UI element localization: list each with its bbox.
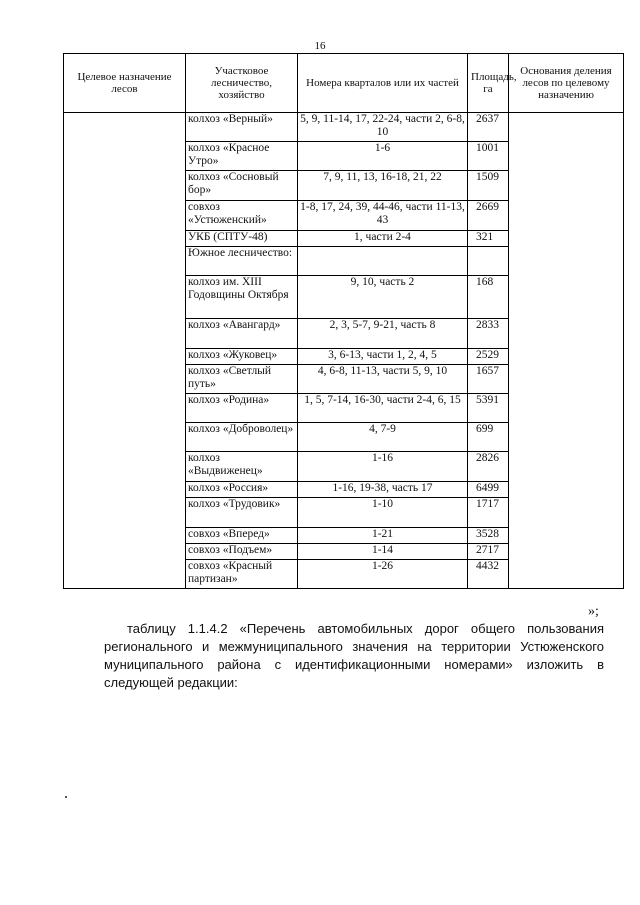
- quarters-cell: 1-26: [298, 560, 468, 589]
- owner-cell: совхоз «Красный партизан»: [186, 560, 298, 589]
- table-body: [64, 113, 624, 589]
- header-quarters: Номера кварталов или их частей: [298, 54, 468, 113]
- owner-cell: колхоз «Доброволец»: [186, 423, 298, 452]
- owner-cell: колхоз «Родина»: [186, 394, 298, 423]
- owner-cell: совхоз «Устюженский»: [186, 201, 298, 231]
- table-row: [64, 113, 624, 142]
- area-cell: 3528: [468, 528, 509, 544]
- quarters-cell: 2, 3, 5-7, 9-21, часть 8: [298, 319, 468, 349]
- quarters-cell: 4, 6-8, 11-13, части 5, 9, 10: [298, 365, 468, 394]
- forest-table: [63, 53, 624, 589]
- owner-cell: УКБ (СПТУ-48): [186, 231, 298, 247]
- quarters-cell: [298, 247, 468, 276]
- area-cell: 2637: [468, 113, 509, 142]
- area-cell: 168: [468, 276, 509, 319]
- quarters-cell: 1-14: [298, 544, 468, 560]
- header-area: Площадь, га: [468, 54, 509, 113]
- quarters-cell: 1-16: [298, 452, 468, 482]
- area-cell: 2833: [468, 319, 509, 349]
- owner-cell: колхоз «Красное Утро»: [186, 142, 298, 171]
- area-cell: [468, 247, 509, 276]
- quarters-cell: 9, 10, часть 2: [298, 276, 468, 319]
- area-cell: 2529: [468, 349, 509, 365]
- quarters-cell: 3, 6-13, части 1, 2, 4, 5: [298, 349, 468, 365]
- owner-cell: колхоз «Трудовик»: [186, 498, 298, 528]
- table-header-row: [64, 54, 624, 113]
- stray-dot-mark: [65, 796, 67, 798]
- owner-cell: колхоз «Авангард»: [186, 319, 298, 349]
- owner-cell: Южное лесничество:: [186, 247, 298, 276]
- owner-cell: колхоз «Верный»: [186, 113, 298, 142]
- owner-cell: совхоз «Подъем»: [186, 544, 298, 560]
- closing-quote: »;: [588, 604, 599, 619]
- area-cell: 1509: [468, 171, 509, 201]
- basis-cell: [509, 113, 624, 589]
- quarters-cell: 1-21: [298, 528, 468, 544]
- area-cell: 4432: [468, 560, 509, 589]
- area-cell: 2826: [468, 452, 509, 482]
- area-cell: 1001: [468, 142, 509, 171]
- area-cell: 5391: [468, 394, 509, 423]
- owner-cell: колхоз им. XIII Годовщины Октября: [186, 276, 298, 319]
- area-cell: 6499: [468, 482, 509, 498]
- owner-cell: колхоз «Светлый путь»: [186, 365, 298, 394]
- quarters-cell: 1, части 2-4: [298, 231, 468, 247]
- quarters-cell: 4, 7-9: [298, 423, 468, 452]
- area-cell: 1657: [468, 365, 509, 394]
- quarters-cell: 1-10: [298, 498, 468, 528]
- quarters-cell: 1-8, 17, 24, 39, 44-46, части 11-13, 43: [298, 201, 468, 231]
- body-paragraph: таблицу 1.1.4.2 «Перечень автомобильных дорог общего пользования регионального и межмуниципального значения на территории Устюженского муниципального района с идентификационными номерами» изложить в следующей редакции:: [104, 621, 604, 690]
- page-number: 16: [314, 40, 326, 52]
- area-cell: 2717: [468, 544, 509, 560]
- header-basis: Основания деления лесов по целевому назначению: [509, 54, 624, 113]
- area-cell: 2669: [468, 201, 509, 231]
- owner-cell: колхоз «Россия»: [186, 482, 298, 498]
- quarters-cell: 1, 5, 7-14, 16-30, части 2-4, 6, 15: [298, 394, 468, 423]
- quarters-cell: 1-6: [298, 142, 468, 171]
- quarters-cell: 7, 9, 11, 13, 16-18, 21, 22: [298, 171, 468, 201]
- quarters-cell: 1-16, 19-38, часть 17: [298, 482, 468, 498]
- purpose-cell: [64, 113, 186, 589]
- area-cell: 1717: [468, 498, 509, 528]
- owner-cell: колхоз «Жуковец»: [186, 349, 298, 365]
- owner-cell: колхоз «Сосновый бор»: [186, 171, 298, 201]
- area-cell: 699: [468, 423, 509, 452]
- owner-cell: совхоз «Вперед»: [186, 528, 298, 544]
- area-cell: 321: [468, 231, 509, 247]
- header-purpose: Целевое назначение лесов: [64, 54, 186, 113]
- quarters-cell: 5, 9, 11-14, 17, 22-24, части 2, 6-8, 10: [298, 113, 468, 142]
- owner-cell: колхоз «Выдвиженец»: [186, 452, 298, 482]
- header-owner: Участковое лесничество, хозяйство: [186, 54, 298, 113]
